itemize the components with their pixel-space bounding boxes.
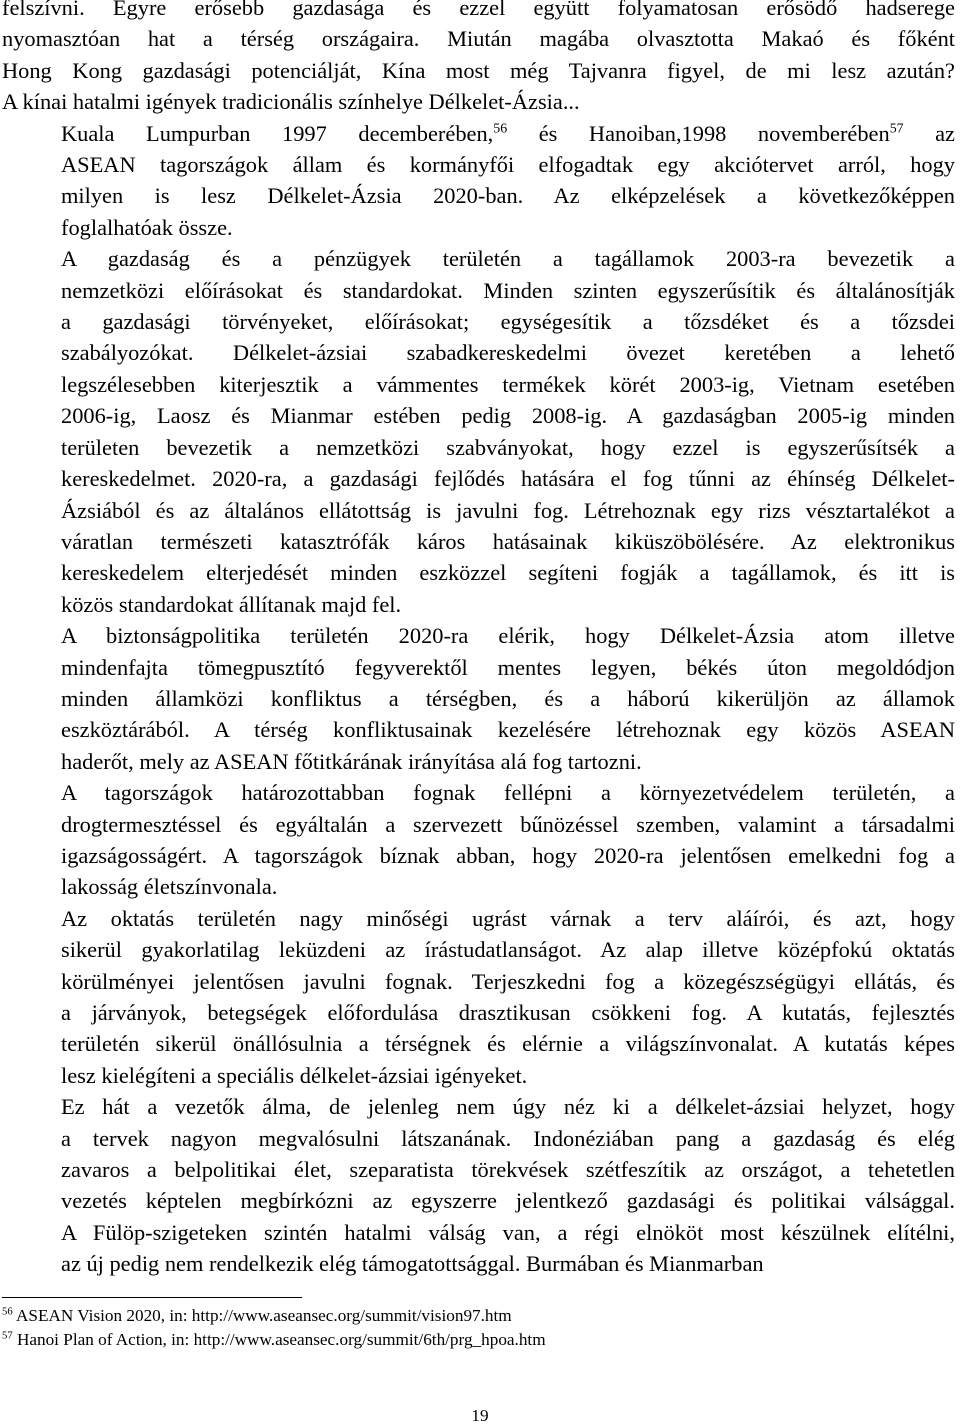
text-line: A biztonságpolitika területén 2020-ra elérik, hogy Délkelet-Ázsia atom illetve — [61, 623, 955, 649]
text-line: ASEAN tagországok állam és kormányfői elfogadtak egy akciótervet arról, hogy — [61, 152, 955, 178]
text-line: A kínai hatalmi igények tradicionális színhelye Délkelet-Ázsia... — [2, 89, 580, 115]
text-line: Ázsiából és az általános ellátottság is javulni fog. Létrehoznak egy rizs vésztartalékot a — [61, 497, 955, 523]
footnote-separator — [2, 1297, 302, 1298]
paragraph — [2, 118, 955, 244]
footnote-text: ASEAN Vision 2020, in: http://www.aseansec.org/summit/vision97.htm — [16, 1306, 512, 1325]
text-segment: és Hanoiban,1998 novemberében — [507, 120, 890, 146]
paragraph — [2, 620, 955, 777]
paragraph — [2, 243, 955, 620]
text-line: vezetés képtelen megbírkózni az egyszerre jelentkező gazdasági és politikai válsággal. — [61, 1188, 955, 1214]
body-text — [2, 0, 955, 1280]
text-line: kereskedelem elterjedését minden eszközzel segíteni fogják a tagállamok, és itt is — [61, 560, 955, 586]
footnote-57 — [2, 1328, 942, 1352]
footnote-text: Hanoi Plan of Action, in: http://www.aseansec.org/summit/6th/prg_hpoa.htm — [16, 1330, 546, 1349]
footnote-56 — [2, 1304, 942, 1328]
text-line: A Fülöp-szigeteken szintén hatalmi válság van, a régi elnököt most készülnek elítélni, — [61, 1219, 955, 1245]
text-line: szabályozókat. Délkelet-ázsiai szabadkereskedelmi övezet keretében a lehető — [61, 340, 955, 366]
text-line: lesz kielégíteni a speciális délkelet-ázsiai igényeket. — [61, 1062, 528, 1088]
text-line: minden államközi konfliktus a térségben, és a háború kikerüljön az államok — [61, 685, 955, 711]
text-line: váratlan természeti katasztrófák káros hatásainak kiküszöbölésére. Az elektronikus — [61, 528, 955, 554]
text-line: lakosság életszínvonala. — [61, 874, 278, 900]
text-line: milyen is lesz Délkelet-Ázsia 2020-ban. Az elképzelések a következőképpen — [61, 183, 955, 209]
text-line: legszélesebben kiterjesztik a vámmentes termékek körét 2003-ig, Vietnam esetében — [61, 371, 955, 397]
text-line: foglalhatóak össze. — [61, 214, 233, 240]
text-line: körülményei jelentősen javulni fognak. Terjeszkedni fog a közegészségügyi ellátás, és — [61, 968, 955, 994]
paragraph — [2, 903, 955, 1091]
paragraph — [2, 0, 955, 118]
text-segment: az — [903, 120, 955, 146]
text-line: 2006-ig, Laosz és Mianmar estében pedig 2008-ig. A gazdaságban 2005-ig minden — [61, 403, 955, 429]
page-number: 19 — [471, 1406, 489, 1425]
text-line: Hong Kong gazdasági potenciálját, Kína most még Tajvanra figyel, de mi lesz azután? — [2, 57, 955, 83]
text-line: drogtermesztéssel és egyáltalán a szervezett bűnözéssel szemben, valamint a társadalmi — [61, 811, 955, 837]
text-segment: Kuala Lumpurban 1997 decemberében, — [61, 120, 494, 146]
text-line: Ez hát a vezetők álma, de jelenleg nem úgy néz ki a délkelet-ázsiai helyzet, hogy — [61, 1094, 955, 1120]
text-line: zavaros a belpolitikai élet, szeparatista törekvések szétfeszítik az országot, a tehetetlen — [61, 1157, 955, 1183]
footnote-number: 57 — [2, 1330, 13, 1342]
text-line: közös standardokat állítanak majd fel. — [61, 591, 402, 617]
text-line: nemzetközi előírásokat és standardokat. Minden szinten egyszerűsítik és általánosítják — [61, 277, 955, 303]
text-line: területén sikerül önállósulnia a térségnek és elérnie a világszínvonalat. A kutatás képes — [61, 1031, 955, 1057]
text-line: a járványok, betegségek előfordulása drasztikusan csökkeni fog. A kutatás, fejlesztés — [61, 1000, 955, 1025]
text-line: felszívni. Egyre erősebb gazdasága és ezzel együtt folyamatosan erősödő hadserege — [2, 0, 955, 20]
paragraph — [2, 1091, 955, 1279]
footnote-reference: 56 — [493, 121, 508, 137]
text-line: eszköztárából. A térség konfliktusainak kezelésére létrehoznak egy közös ASEAN — [61, 717, 955, 743]
text-line: A gazdaság és a pénzügyek területén a tagállamok 2003-ra bevezetik a — [61, 246, 955, 272]
text-line: területen bevezetik a nemzetközi szabványokat, hogy ezzel is egyszerűsítsék a — [61, 434, 955, 460]
text-line: a tervek nagyon megvalósulni látszanának. Indonéziában pang a gazdaság és elég — [61, 1125, 955, 1151]
text-line: igazságosságért. A tagországok bíznak abban, hogy 2020-ra jelentősen emelkedni fog a — [61, 842, 955, 868]
text-line: nyomasztóan hat a térség országaira. Miután magába olvasztotta Makaó és főként — [2, 26, 955, 52]
text-line: sikerül gyakorlatilag leküzdeni az írástudatlanságot. Az alap illetve középfokú oktatás — [61, 937, 955, 963]
text-line: Az oktatás területén nagy minőségi ugrást várnak a terv aláírói, és azt, hogy — [61, 905, 955, 931]
footnotes — [2, 1304, 942, 1352]
text-line: A tagországok határozottabban fognak fellépni a környezetvédelem területén, a — [61, 780, 955, 806]
footnote-reference: 57 — [889, 121, 904, 137]
text-line: a gazdasági törvényeket, előírásokat; egységesítik a tőzsdéket és a tőzsdei — [61, 309, 955, 335]
text-line — [2, 118, 955, 149]
text-line: haderőt, mely az ASEAN főtitkárának irányítása alá fog tartozni. — [61, 748, 642, 774]
footnote-number: 56 — [2, 1306, 13, 1318]
paragraph — [2, 777, 955, 903]
text-line: kereskedelmet. 2020-ra, a gazdasági fejlődés hatására el fog tűnni az éhínség Délkelet- — [61, 466, 955, 492]
text-line: az új pedig nem rendelkezik elég támogatottsággal. Burmában és Mianmarban — [61, 1251, 764, 1277]
text-line: mindenfajta tömegpusztító fegyverektől mentes legyen, békés úton megoldódjon — [61, 654, 955, 680]
